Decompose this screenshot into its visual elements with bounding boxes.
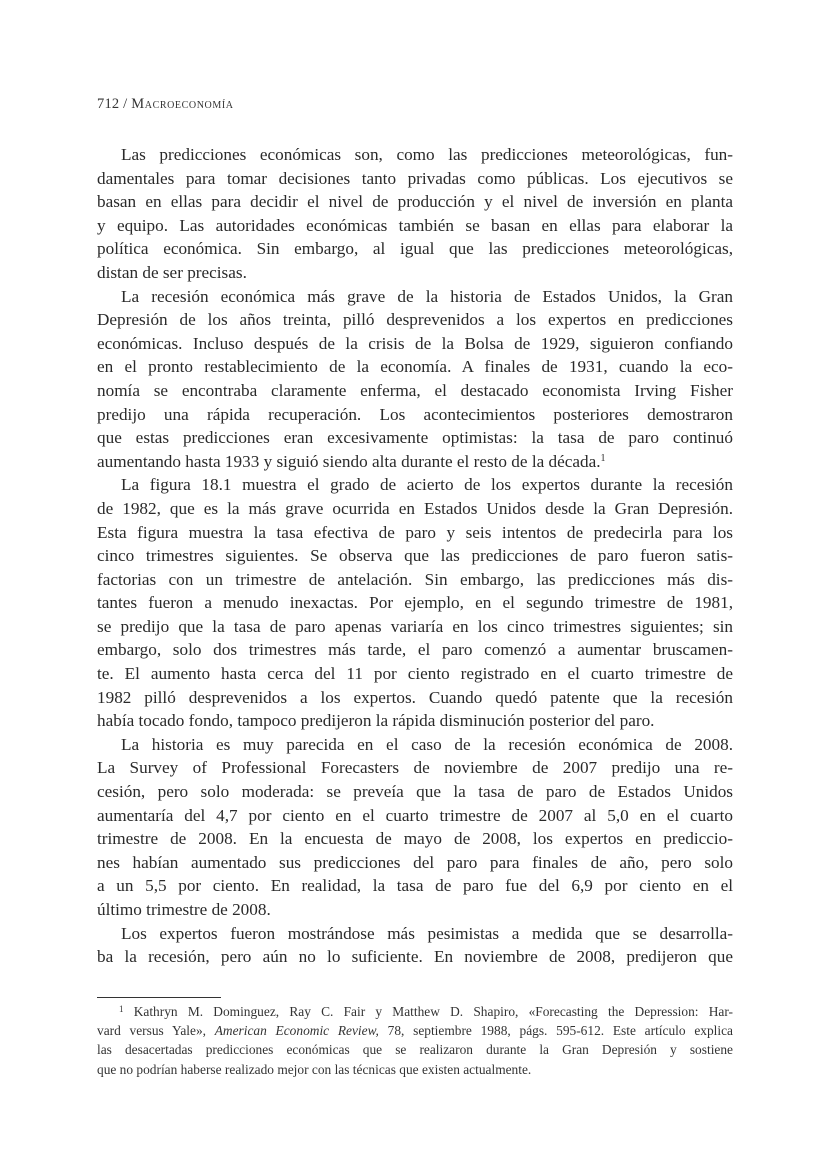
text-line: y equipo. Las autoridades económicas también se basan en ellas para elaborar la xyxy=(97,215,733,235)
body-text xyxy=(97,143,733,969)
text-line: embargo, solo dos trimestres más tarde, el paro comenzó a aumentar bruscamen- xyxy=(97,640,733,660)
text-line: aumentaría del 4,7 por ciento en el cuarto trimestre de 2007 al 5,0 en el cuarto xyxy=(97,805,733,825)
text-line: de 1982, que es la más grave ocurrida en Estados Unidos desde la Gran Depresión. xyxy=(97,498,733,518)
header-separator: / xyxy=(119,96,132,112)
footnote-line: que no podrían haberse realizado mejor con las técnicas que existen actualmente. xyxy=(97,1061,532,1077)
running-header xyxy=(97,96,234,113)
text-line: que estas predicciones eran excesivamente optimistas: la tasa de paro continuó xyxy=(97,428,733,448)
text-line-with-footnote xyxy=(97,450,733,474)
footnote-text: Kathryn M. Dominguez, Ray C. Fair y Matthew D. Shapiro, «Forecasting the Depression: Har- xyxy=(133,1004,733,1019)
footnote-text: vard versus Yale», xyxy=(97,1023,215,1039)
footnote-line xyxy=(97,1002,733,1021)
text-line: tantes fueron a menudo inexactas. Por ejemplo, en el segundo trimestre de 1981, xyxy=(97,593,733,613)
text-line: predijo una rápida recuperación. Los acontecimientos posteriores demostraron xyxy=(97,404,733,424)
text-line: te. El aumento hasta cerca del 11 por ciento registrado en el cuarto trimestre de xyxy=(97,664,733,684)
footnote-marker: 1 xyxy=(119,1004,124,1014)
text-line: política económica. Sin embargo, al igual que las predicciones meteorológicas, xyxy=(97,239,733,259)
text-line: Depresión de los años treinta, pilló desprevenidos a los expertos en predicciones xyxy=(97,310,733,330)
paragraph-2 xyxy=(97,285,733,474)
text-line: damentales para tomar decisiones tanto privadas como públicas. Los ejecutivos se xyxy=(97,168,733,188)
text-line: último trimestre de 2008. xyxy=(97,900,271,919)
text-line: factorias con un trimestre de antelación. Sin embargo, las predicciones más dis- xyxy=(97,569,733,589)
paragraph-4 xyxy=(97,733,733,922)
page-number: 712 xyxy=(97,96,120,112)
section-title: Macroeconomía xyxy=(131,96,234,112)
text-line: a un 5,5 por ciento. En realidad, la tasa de paro fue del 6,9 por ciento en el xyxy=(97,876,733,896)
text-line: nomía se encontraba claramente enferma, el destacado economista Irving Fisher xyxy=(97,380,733,400)
journal-title: American Economic Review, xyxy=(214,1023,379,1039)
text-line: cinco trimestres siguientes. Se observa que las predicciones de paro fueron satis- xyxy=(97,546,733,566)
footnote-line: las desacertadas predicciones económicas que se realizaron durante la Gran Depresión y sostiene xyxy=(97,1042,733,1058)
text-line: nes habían aumentado sus predicciones del paro para finales de año, pero solo xyxy=(97,852,733,872)
text-line: Las predicciones económicas son, como las predicciones meteorológicas, fun- xyxy=(121,145,733,164)
text-line: económicas. Incluso después de la crisis de la Bolsa de 1929, siguieron confiando xyxy=(97,333,733,353)
text-line: se predijo que la tasa de paro apenas variaría en los cinco trimestres siguientes; sin xyxy=(97,616,733,636)
text-line: trimestre de 2008. En la encuesta de mayo de 2008, los expertos en prediccio- xyxy=(97,829,733,849)
text-line: había tocado fondo, tampoco predijeron la rápida disminución posterior del paro. xyxy=(97,711,655,731)
text-line: en el pronto restablecimiento de la economía. A finales de 1931, cuando la eco- xyxy=(97,357,733,377)
text-line: La figura 18.1 muestra el grado de acierto de los expertos durante la recesión xyxy=(121,475,733,495)
paragraph-1 xyxy=(97,143,733,285)
footnote-line xyxy=(97,1021,733,1040)
text-line: ba la recesión, pero aún no lo suficiente. En noviembre de 2008, predijeron que xyxy=(97,947,733,967)
text-line: La recesión económica más grave de la historia de Estados Unidos, la Gran xyxy=(121,286,733,306)
paragraph-5 xyxy=(97,922,733,969)
text-line: distan de ser precisas. xyxy=(97,262,247,282)
text-line: La historia es muy parecida en el caso de la recesión económica de 2008. xyxy=(121,734,733,754)
text-line: Esta figura muestra la tasa efectiva de paro y seis intentos de predecirla para los xyxy=(97,522,733,542)
text-line: La Survey of Professional Forecasters de noviembre de 2007 predijo una re- xyxy=(97,758,733,778)
text-line: aumentando hasta 1933 y siguió siendo alta durante el resto de la década. xyxy=(97,451,601,471)
footnote-reference[interactable]: 1 xyxy=(600,452,606,464)
footnote-text: 78, septiembre 1988, págs. 595-612. Este artículo explica xyxy=(378,1023,733,1039)
text-line: basan en ellas para decidir el nivel de producción y el nivel de inversión en planta xyxy=(97,192,733,212)
footnote xyxy=(97,1002,733,1079)
text-line: cesión, pero solo moderada: se preveía que la tasa de paro de Estados Unidos xyxy=(97,782,733,802)
paragraph-3 xyxy=(97,473,733,733)
text-line: 1982 pilló desprevenidos a los expertos. Cuando quedó patente que la recesión xyxy=(97,687,733,707)
text-line: Los expertos fueron mostrándose más pesimistas a medida que se desarrolla- xyxy=(121,923,733,943)
footnote-divider xyxy=(97,997,221,998)
